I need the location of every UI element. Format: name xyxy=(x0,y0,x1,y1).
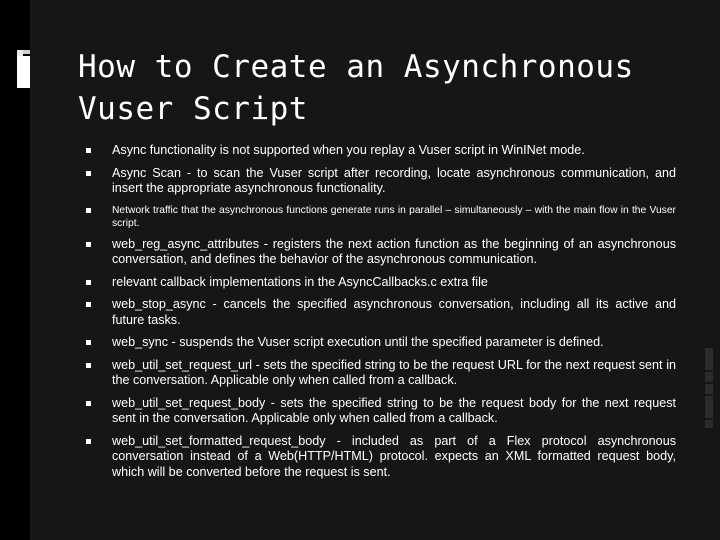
bullet-item xyxy=(84,204,676,230)
bullet-icon xyxy=(86,302,91,307)
decorative-bar xyxy=(705,372,713,382)
bullet-text: web_util_set_formatted_request_body - included as part of a Flex protocol asynchronous conversation instead of a Web(HTTP/HTML) protocol. expects an XML formatted request body, which will be converted before the request is sent. xyxy=(112,433,676,479)
bullet-icon xyxy=(86,148,91,153)
bullet-item xyxy=(84,335,676,351)
bullet-text: relevant callback implementations in the AsyncCallbacks.c extra file xyxy=(112,274,488,289)
decorative-bar xyxy=(17,56,30,88)
bullet-list xyxy=(84,143,676,487)
bullet-item xyxy=(84,297,676,328)
bullet-icon xyxy=(86,363,91,368)
bullet-icon xyxy=(86,242,91,247)
bullet-item xyxy=(84,275,676,291)
bullet-item xyxy=(84,396,676,427)
bullet-text: web_stop_async - cancels the specified asynchronous conversation, including all its active and future tasks. xyxy=(112,297,676,327)
bullet-icon xyxy=(86,401,91,406)
bullet-item xyxy=(84,237,676,268)
slide-title: How to Create an Asynchronous Vuser Script xyxy=(78,49,634,127)
bullet-icon xyxy=(86,439,91,444)
decorative-bar xyxy=(705,384,713,394)
bullet-item xyxy=(84,434,676,481)
decorative-bar xyxy=(705,348,713,370)
bullet-item xyxy=(84,166,676,197)
bullet-icon xyxy=(86,208,91,213)
bullet-icon xyxy=(86,171,91,176)
bullet-item xyxy=(84,358,676,389)
bullet-icon xyxy=(86,340,91,345)
bullet-text: web_util_set_request_body - sets the specified string to be the request body for the next request sent in the conversation. Applicable only when called from a callback. xyxy=(112,395,676,425)
bullet-text: web_sync - suspends the Vuser script execution until the specified parameter is defined. xyxy=(112,335,604,349)
bullet-item xyxy=(84,143,676,159)
decorative-bar xyxy=(705,396,713,418)
bullet-text: Async functionality is not supported when you replay a Vuser script in WinINet mode. xyxy=(112,143,585,157)
bullet-icon xyxy=(86,280,91,285)
bullet-text: web_util_set_request_url - sets the specified string to be the request URL for the next request sent in the conversation. Applicable only when called from a callback. xyxy=(112,357,676,387)
bullet-text: web_reg_async_attributes - registers the next action function as the beginning of an asynchronous conversation, and defines the behavior of the asynchronous communication. xyxy=(112,236,676,266)
bullet-text: Async Scan - to scan the Vuser script after recording, locate asynchronous communication, and insert the appropriate asynchronous functionality. xyxy=(112,165,676,195)
bullet-text: Network traffic that the asynchronous functions generate runs in parallel – simultaneously – with the main flow in the Vuser script. xyxy=(112,204,676,229)
decorative-bar xyxy=(705,420,713,428)
